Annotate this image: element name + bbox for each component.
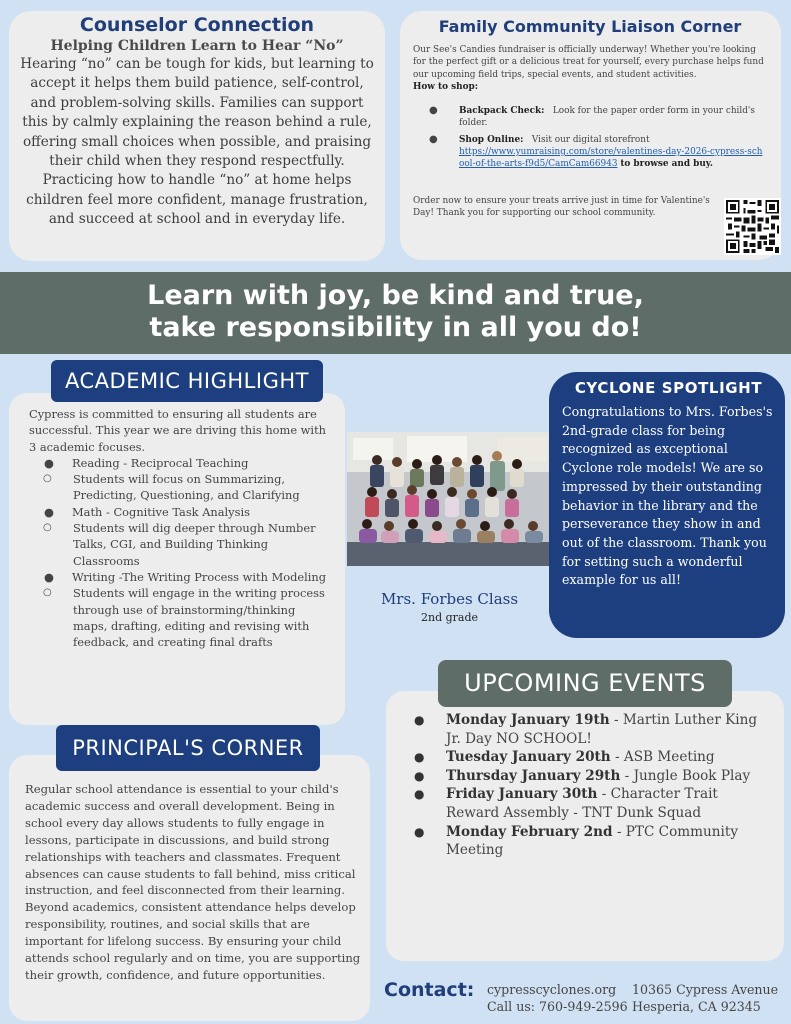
event-item	[414, 767, 766, 786]
focus-title: Reading - Reciprocal Teaching	[72, 455, 249, 470]
circle-bullet-icon: ○	[43, 473, 52, 485]
academic-highlight-section	[9, 393, 345, 725]
item-label: Shop Online:	[459, 134, 524, 145]
motto-line-2: take responsibility in all you do!	[149, 312, 642, 343]
event-date: Monday January 19th	[446, 712, 610, 728]
event-desc: - Character Trait Reward Assembly - TNT Dunk Squad	[446, 786, 718, 821]
upcoming-events-label: UPCOMING EVENTS	[438, 660, 732, 707]
focus-detail: Students will engage in the writing process through use of brainstorming/thinking maps, drafting, editing and revising with feedback, and creating final drafts	[73, 586, 325, 650]
event-item	[414, 711, 766, 748]
bullet-icon: ●	[414, 713, 425, 727]
event-date: Tuesday January 20th	[446, 749, 611, 766]
counselor-subtitle: Helping Children Learn to Hear “No”	[50, 38, 344, 54]
focus-detail: Students will dig deeper through Number Talks, CGI, and Building Thinking Classrooms	[73, 521, 316, 568]
family-liaison-section	[400, 11, 781, 260]
focus-detail: Students will focus on Summarizing, Predicting, Questioning, and Clarifying	[73, 472, 300, 503]
family-closing: Order now to ensure your treats arrive just in time for Valentine's Day! Thank you for supporting our school community.	[413, 196, 710, 219]
spotlight-title: CYCLONE SPOTLIGHT	[574, 379, 763, 397]
list-item	[29, 520, 331, 569]
event-date: Friday January 30th	[446, 786, 598, 803]
bullet-icon: ●	[414, 750, 425, 765]
principal-paragraph-1: Regular school attendance is essential to your child's academic success and overall development. Being in school every day allows students to fully engage in lessons, participate in discussions, and build strong relationships with teachers and classmates. Frequent absences can cause students to fall behind, miss critical instruction, and feel disconnected from their learning.	[25, 782, 356, 898]
bullet-icon: ●	[44, 504, 54, 519]
storefront-link[interactable]: https://www.yumraising.com/store/valentines-day-2026-cypress-school-of-the-arts-f9d5/CamCam66943	[459, 147, 763, 170]
qr-code-icon[interactable]	[724, 198, 781, 255]
list-item	[29, 504, 331, 520]
address-line-1: 10365 Cypress Avenue	[632, 982, 779, 997]
photo-caption-grade: 2nd grade	[420, 611, 479, 624]
focus-title: Writing -The Writing Process with Modeling	[72, 569, 327, 584]
event-date: Thursday January 29th	[446, 767, 621, 784]
item-label: Backpack Check:	[459, 106, 545, 117]
counselor-body: Hearing “no” can be tough for kids, but learning to accept it helps them build patience, self-control, and problem-solving skills. Families can support this by calmly explaining the reason behind a rule, offering small choices when possible, and praising their child when they respond respectfully. Practicing how to handle “no” at home helps children feel more confident, manage frustration, and succeed at school and in everyday life.	[20, 56, 374, 228]
item-after: to browse and buy.	[620, 159, 713, 170]
principals-corner-section	[9, 755, 370, 1021]
event-desc: - Martin Luther King Jr. Day NO SCHOOL!	[446, 712, 758, 747]
list-item	[413, 105, 767, 130]
circle-bullet-icon: ○	[43, 522, 52, 534]
list-item	[29, 471, 331, 504]
event-item	[414, 748, 766, 767]
event-desc: - PTC Community Meeting	[446, 823, 739, 859]
event-desc: - Jungle Book Play	[620, 767, 751, 784]
events-list	[414, 711, 766, 860]
bullet-icon: ●	[414, 768, 425, 783]
cyclone-spotlight-section	[549, 372, 785, 638]
photo-caption	[347, 589, 552, 626]
counselor-title: Counselor Connection	[79, 14, 315, 36]
photo-caption-title: Mrs. Forbes Class	[380, 590, 519, 608]
bullet-icon: ●	[44, 455, 54, 470]
class-photo	[347, 432, 552, 566]
bullet-icon: ●	[44, 569, 54, 584]
bullet-icon: ●	[414, 824, 425, 839]
principal-paragraph-2: Beyond academics, consistent attendance helps develop responsibility, routines, and social skills that are important for lifelong success. By ensuring your child attends school regularly and on time, you are supporting their growth, confidence, and future opportunities.	[25, 900, 361, 982]
event-date: Monday February 2nd	[446, 823, 613, 840]
motto-line-1: Learn with joy, be kind and true,	[147, 280, 644, 311]
family-title: Family Community Liaison Corner	[438, 17, 742, 36]
circle-bullet-icon: ○	[43, 587, 52, 599]
event-desc: - ASB Meeting	[610, 749, 715, 766]
upcoming-events-section	[386, 691, 784, 961]
principals-corner-label: PRINCIPAL'S CORNER	[56, 725, 320, 771]
list-item	[29, 455, 331, 471]
bullet-icon: ●	[429, 105, 438, 117]
list-item	[29, 569, 331, 585]
family-intro: Our See's Candies fundraiser is officially underway! Whether you're looking for the perfect gift or a delicious treat for yourself, every purchase helps fund our upcoming field trips, special events, and student activities.	[413, 45, 764, 80]
focus-list	[29, 455, 331, 651]
contact-address	[632, 981, 778, 1015]
academic-intro: Cypress is committed to ensuring all students are successful. This year we are driving this home with 3 academic focuses.	[29, 407, 326, 454]
contact-label: Contact:	[384, 979, 475, 1001]
contact-web-phone	[487, 981, 628, 1015]
address-line-2: Hesperia, CA 92345	[632, 999, 761, 1014]
list-item	[29, 585, 331, 650]
shop-list	[413, 105, 767, 170]
item-text: Look for the paper order form in your child's folder.	[459, 106, 755, 129]
focus-title: Math - Cognitive Task Analysis	[72, 504, 250, 519]
spotlight-body: Congratulations to Mrs. Forbes's 2nd-grade class for being recognized as exceptional Cyclone role models! We are so impressed by their outstanding behavior in the library and the perseverance they show in and out of the classroom. Thank you for setting such a wonderful example for us all!	[562, 404, 773, 588]
counselor-connection-section	[9, 11, 385, 261]
how-to-shop-heading: How to shop:	[413, 81, 478, 92]
item-text: Visit our digital storefront	[531, 134, 650, 145]
phone-number[interactable]: Call us: 760-949-2596	[487, 999, 628, 1014]
bullet-icon: ●	[429, 133, 438, 145]
event-item	[414, 785, 766, 822]
list-item	[413, 134, 767, 171]
website-link[interactable]: cypresscyclones.org	[487, 982, 617, 997]
bullet-icon: ●	[414, 787, 425, 802]
event-item	[414, 823, 766, 860]
motto-banner	[0, 272, 791, 354]
academic-highlight-label: ACADEMIC HIGHLIGHT	[51, 360, 323, 402]
